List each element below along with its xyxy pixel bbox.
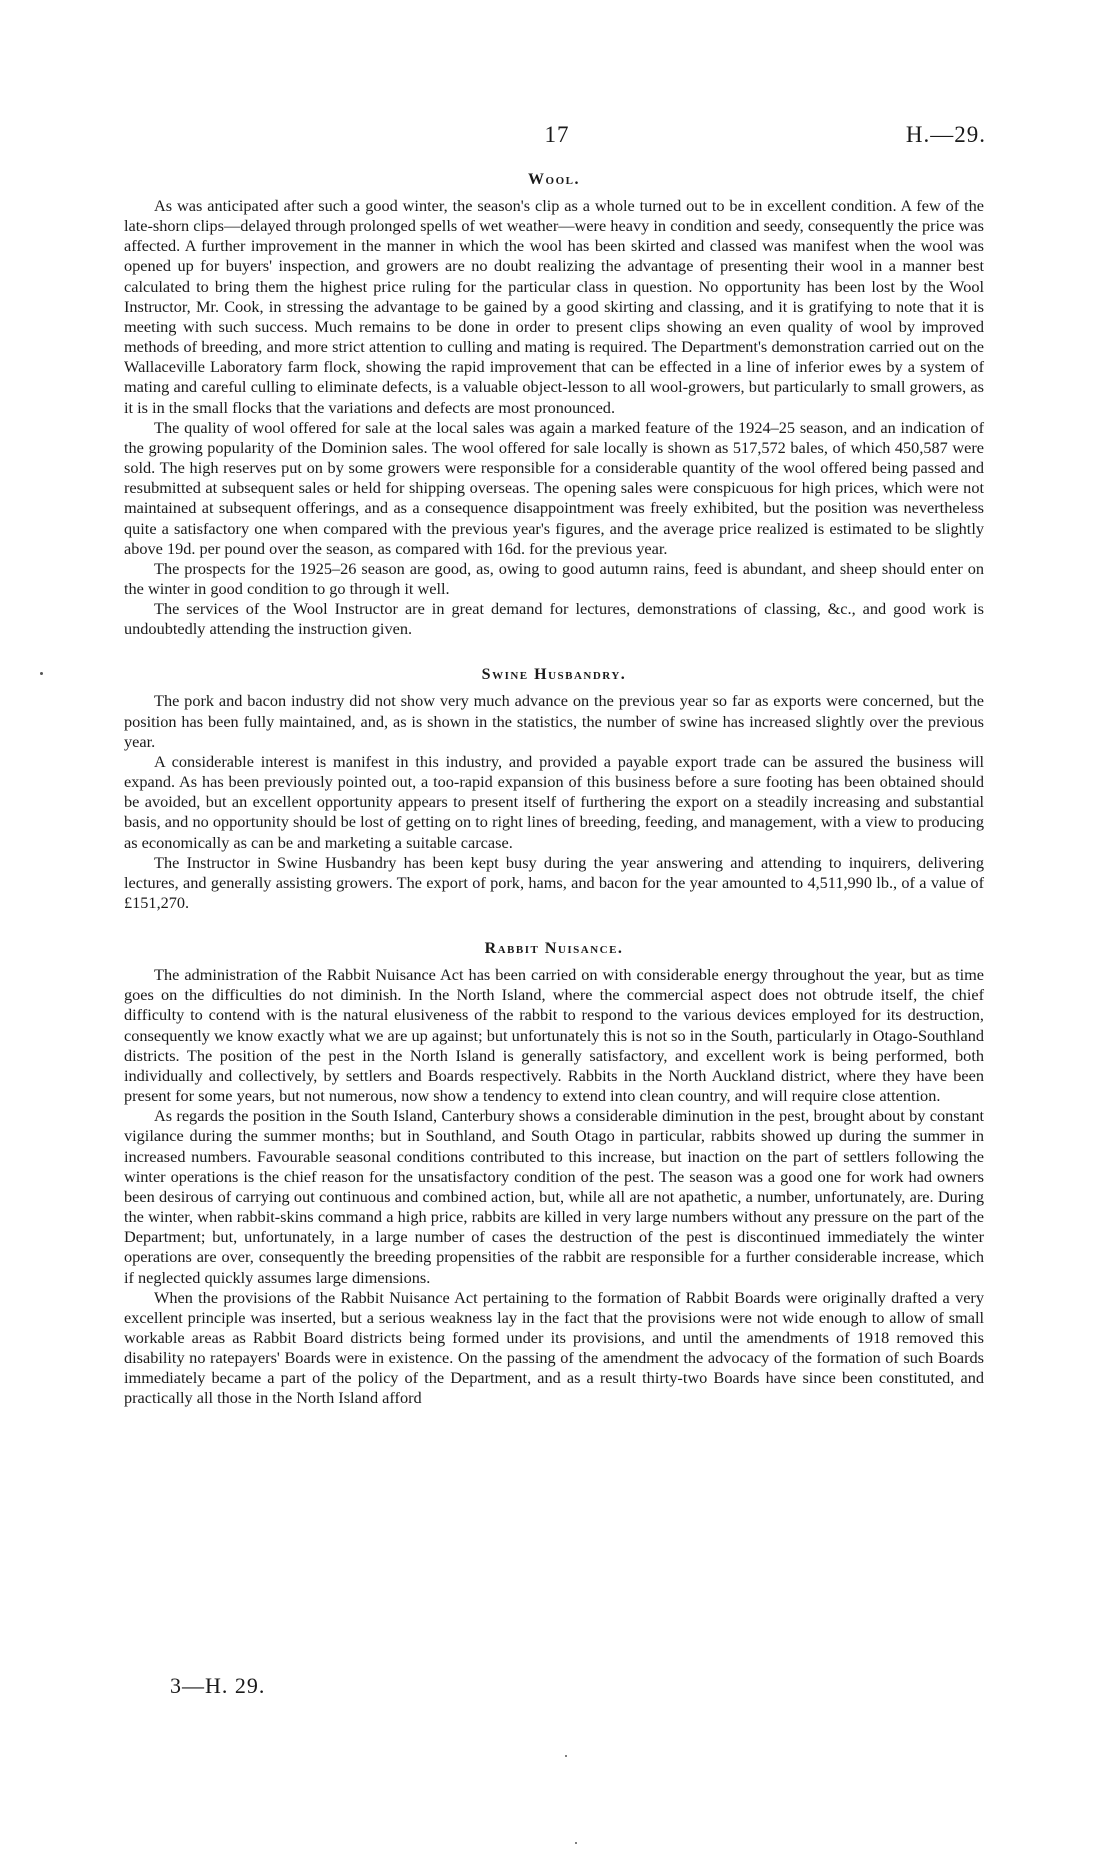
paragraph: The quality of wool offered for sale at the local sales was again a marked feature of the 1924–25 season, and an indication of the growing popularity of the Dominion sales. The wool offered for sale locally is shown as 517,572 bales, of which 450,587 were sold. The high reserves put on by some growers were responsible for a considerable quantity of the wool offered being passed and resubmitted at subsequent sales or held for shipping overseas. The opening sales were conspicuous for high prices, which were not maintained at subsequent offerings, and as a consequence disappointment was freely exhibited, but the position was nevertheless quite a satisfactory one when compared with the previous year's figures, and the average price realized is estimated to be slightly above 19d. per pound over the season, as compared with 16d. for the previous year. [124, 417, 984, 558]
document-body [124, 170, 984, 1409]
paragraph: As was anticipated after such a good winter, the season's clip as a whole turned out to be in excellent condition. A few of the late-shorn clips—delayed through prolonged spells of wet weather—were heavy in condition and seedy, consequently the price was affected. A further improvement in the manner in which the wool has been skirted and classed was manifest when the wool was opened up for buyers' inspection, and growers are no doubt realizing the advantage of presenting their wool in a manner best calculated to bring them the highest price ruling for the particular class in question. No opportunity has been lost by the Wool Instructor, Mr. Cook, in stressing the advantage to be gained by a good skirting and classing, and it is gratifying to note that it is meeting with such success. Much remains to be done in order to present clips showing an even quality of wool by improved methods of breeding, and more strict attention to culling and mating is required. The Department's demonstration carried out on the Wallaceville Laboratory farm flock, showing the rapid improvement that can be effected in a line of inferior ewes by a system of mating and careful culling to eliminate defects, is a valuable object-lesson to all wool-growers, but particularly to small growers, as it is in the small flocks that the variations and defects are most pronounced. [124, 196, 984, 417]
paragraph: The administration of the Rabbit Nuisance Act has been carried on with considerable energy throughout the year, but as time goes on the difficulties do not diminish. In the North Island, where the commercial aspect does not obtrude itself, the chief difficulty to contend with is the natural elusiveness of the rabbit to respond to the various devices employed for its destruction, consequently we know exactly what we are up against; but unfortunately this is not so in the South, particularly in Otago-Southland districts. The position of the pest in the North Island is generally satisfactory, and excellent work is being performed, both individually and collectively, by settlers and Boards respectively. Rabbits in the North Auckland district, where they have been present for some years, but not numerous, now show a tendency to extend into clean country, and will require close attention. [124, 965, 984, 1106]
scan-speck [565, 1755, 567, 1757]
paragraph: The Instructor in Swine Husbandry has been kept busy during the year answering and attending to inquirers, delivering lectures, and generally assisting growers. The export of pork, hams, and bacon for the year amounted to 4,511,990 lb., of a value of £151,270. [124, 852, 984, 912]
paragraph: When the provisions of the Rabbit Nuisance Act pertaining to the formation of Rabbit Boards were originally drafted a very excellent principle was inserted, but a serious weakness lay in the fact that the provisions were not wide enough to allow of small workable areas as Rabbit Board districts being formed under its provisions, and until the amendments of 1918 removed this disability no ratepayers' Boards were in existence. On the passing of the amendment the advocacy of the formation of such Boards immediately became a part of the policy of the Department, and as a result thirty-two Boards have since been constituted, and practically all those in the North Island afford [124, 1287, 984, 1408]
page-number: 17 [544, 122, 570, 147]
section-heading-swine-husbandry: Swine Husbandry. [481, 666, 627, 684]
paragraph: The pork and bacon industry did not show very much advance on the previous year so far as exports were concerned, but the position has been fully maintained, and, as is shown in the statistics, the number of swine has increased slightly over the previous year. [124, 691, 984, 751]
paragraph: As regards the position in the South Island, Canterbury shows a considerable diminution in the pest, brought about by constant vigilance during the summer months; but in Southland, and South Otago in particular, rabbits showed up during the summer in increased numbers. Favourable seasonal conditions contributed to this increase, but inaction on the part of settlers following the winter operations is the chief reason for the unsatisfactory condition of the pest. The season was a good one for work had owners been desirous of carrying out continuous and combined action, but, while all are not apathetic, a number, unfortunately, are. During the winter, when rabbit-skins command a high price, rabbits are killed in very large numbers without any pressure on the part of the Department; but, unfortunately, in a large number of cases the destruction of the pest is discontinued immediately the winter operations are over, consequently the breeding propensities of the rabbit are responsible for a further considerable increase, which if neglected quickly assumes large dimensions. [124, 1106, 984, 1287]
section-wool [124, 170, 984, 639]
paragraph: The services of the Wool Instructor are in great demand for lectures, demonstrations of classing, &c., and good work is undoubtedly attending the instruction given. [124, 599, 984, 639]
section-heading-rabbit-nuisance: Rabbit Nuisance. [484, 940, 624, 958]
report-code: H.—29. [905, 122, 986, 147]
section-heading-wool: Wool. [528, 171, 580, 188]
section-swine-husbandry [124, 665, 984, 913]
paragraph: A considerable interest is manifest in this industry, and provided a payable export trade can be assured the business will expand. As has been previously pointed out, a too-rapid expansion of this business before a sure footing has been obtained should be avoided, but an excellent opportunity appears to present itself of furthering the export on a steadily increasing and substantial basis, and no opportunity should be lost of getting on to right lines of breeding, feeding, and management, with a view to producing as economically as can be and marketing a suitable carcase. [124, 751, 984, 852]
section-rabbit-nuisance [124, 939, 984, 1408]
scan-speck [575, 1842, 577, 1844]
scan-speck [40, 672, 43, 675]
signature-code: 3—H. 29. [170, 1673, 266, 1698]
paragraph: The prospects for the 1925–26 season are good, as, owing to good autumn rains, feed is abundant, and sheep should enter on the winter in good condition to go through it well. [124, 558, 984, 598]
